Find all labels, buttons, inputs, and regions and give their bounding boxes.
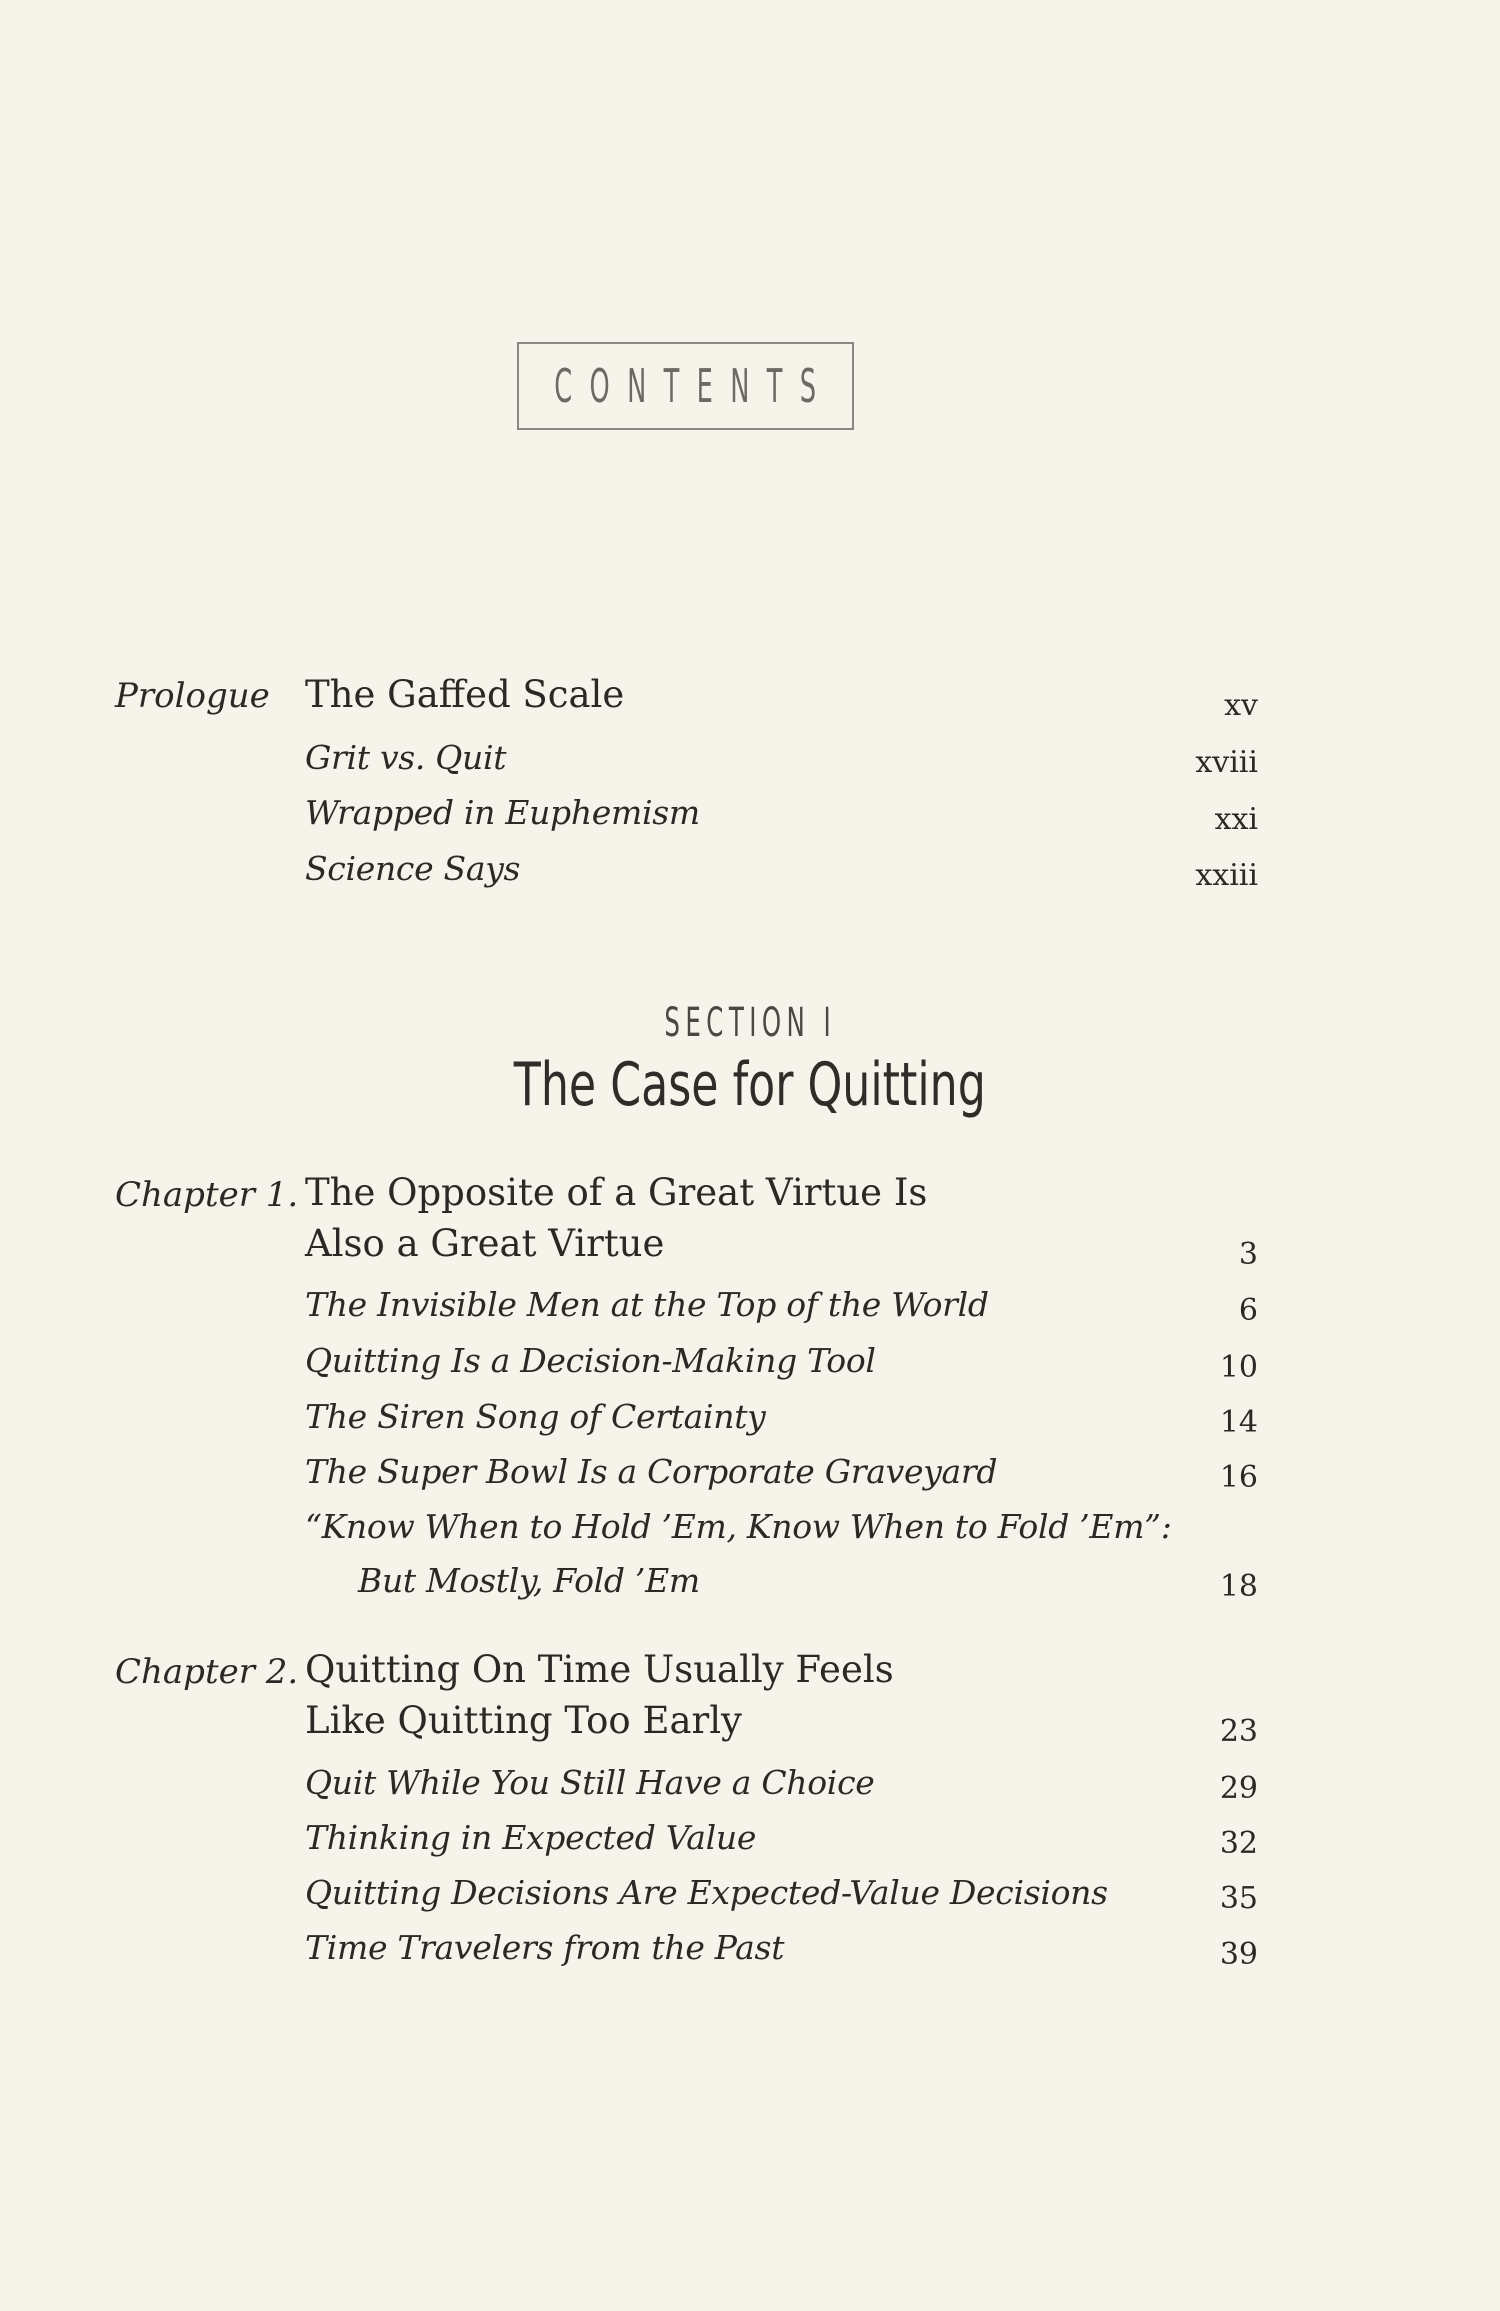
- chapter-subsection-title: Quit While You Still Have a Choice: [305, 1763, 875, 1802]
- chapter-page-number: 23: [1219, 1714, 1258, 1749]
- chapter-subsection-title: “Know When to Hold ’Em, Know When to Fold ’Em”:: [305, 1507, 1172, 1546]
- chapter-label: Chapter 1.: [115, 1175, 299, 1215]
- chapter-subsection-title: The Super Bowl Is a Corporate Graveyard: [305, 1452, 998, 1491]
- chapter-title-line2: Also a Great Virtue: [305, 1222, 665, 1265]
- chapter-title-line1: The Opposite of a Great Virtue Is: [305, 1171, 928, 1214]
- chapter-subsection-title: Quitting Decisions Are Expected-Value Decisions: [305, 1873, 1108, 1912]
- chapter-subsection-page: 32: [1219, 1826, 1258, 1861]
- prologue-subsection-page: xxiii: [1195, 858, 1258, 893]
- chapter-title-line1: Quitting On Time Usually Feels: [305, 1648, 894, 1691]
- prologue-title: The Gaffed Scale: [305, 673, 625, 716]
- chapter-subsection-page: 39: [1219, 1937, 1258, 1972]
- prologue-subsection-title: Science Says: [305, 849, 521, 888]
- prologue-page-number: xv: [1224, 688, 1258, 723]
- chapter-subsection-title: Time Travelers from the Past: [305, 1928, 785, 1967]
- prologue-subsection-page: xviii: [1195, 745, 1258, 780]
- chapter-title-line2: Like Quitting Too Early: [305, 1699, 742, 1742]
- chapter-subsection-title: The Siren Song of Certainty: [305, 1397, 766, 1436]
- prologue-subsection-title: Wrapped in Euphemism: [305, 793, 700, 832]
- contents-heading-box: [517, 342, 854, 430]
- chapter-subsection-page: 10: [1219, 1350, 1258, 1385]
- chapter-page-number: 3: [1238, 1237, 1258, 1272]
- chapter-subsection-title: The Invisible Men at the Top of the World: [305, 1285, 989, 1324]
- contents-heading: CONTENTS: [554, 359, 834, 413]
- prologue-subsection-page: xxi: [1214, 802, 1258, 837]
- chapter-subsection-page: 16: [1219, 1460, 1258, 1495]
- chapter-subsection-page: 14: [1219, 1405, 1258, 1440]
- chapter-subsection-title: Thinking in Expected Value: [305, 1818, 757, 1857]
- chapter-label: Chapter 2.: [115, 1652, 299, 1692]
- chapter-subsection-page: 35: [1219, 1881, 1258, 1916]
- chapter-subsection-page: 18: [1219, 1569, 1258, 1604]
- chapter-subsection-title: Quitting Is a Decision-Making Tool: [305, 1341, 876, 1380]
- section-title: The Case for Quitting: [513, 1050, 987, 1120]
- prologue-label: Prologue: [115, 676, 270, 716]
- section-label: SECTION I: [664, 1000, 836, 1046]
- chapter-subsection-title-continued: But Mostly, Fold ’Em: [358, 1561, 700, 1600]
- chapter-subsection-page: 6: [1238, 1293, 1258, 1328]
- prologue-subsection-title: Grit vs. Quit: [305, 738, 507, 777]
- chapter-subsection-page: 29: [1219, 1771, 1258, 1806]
